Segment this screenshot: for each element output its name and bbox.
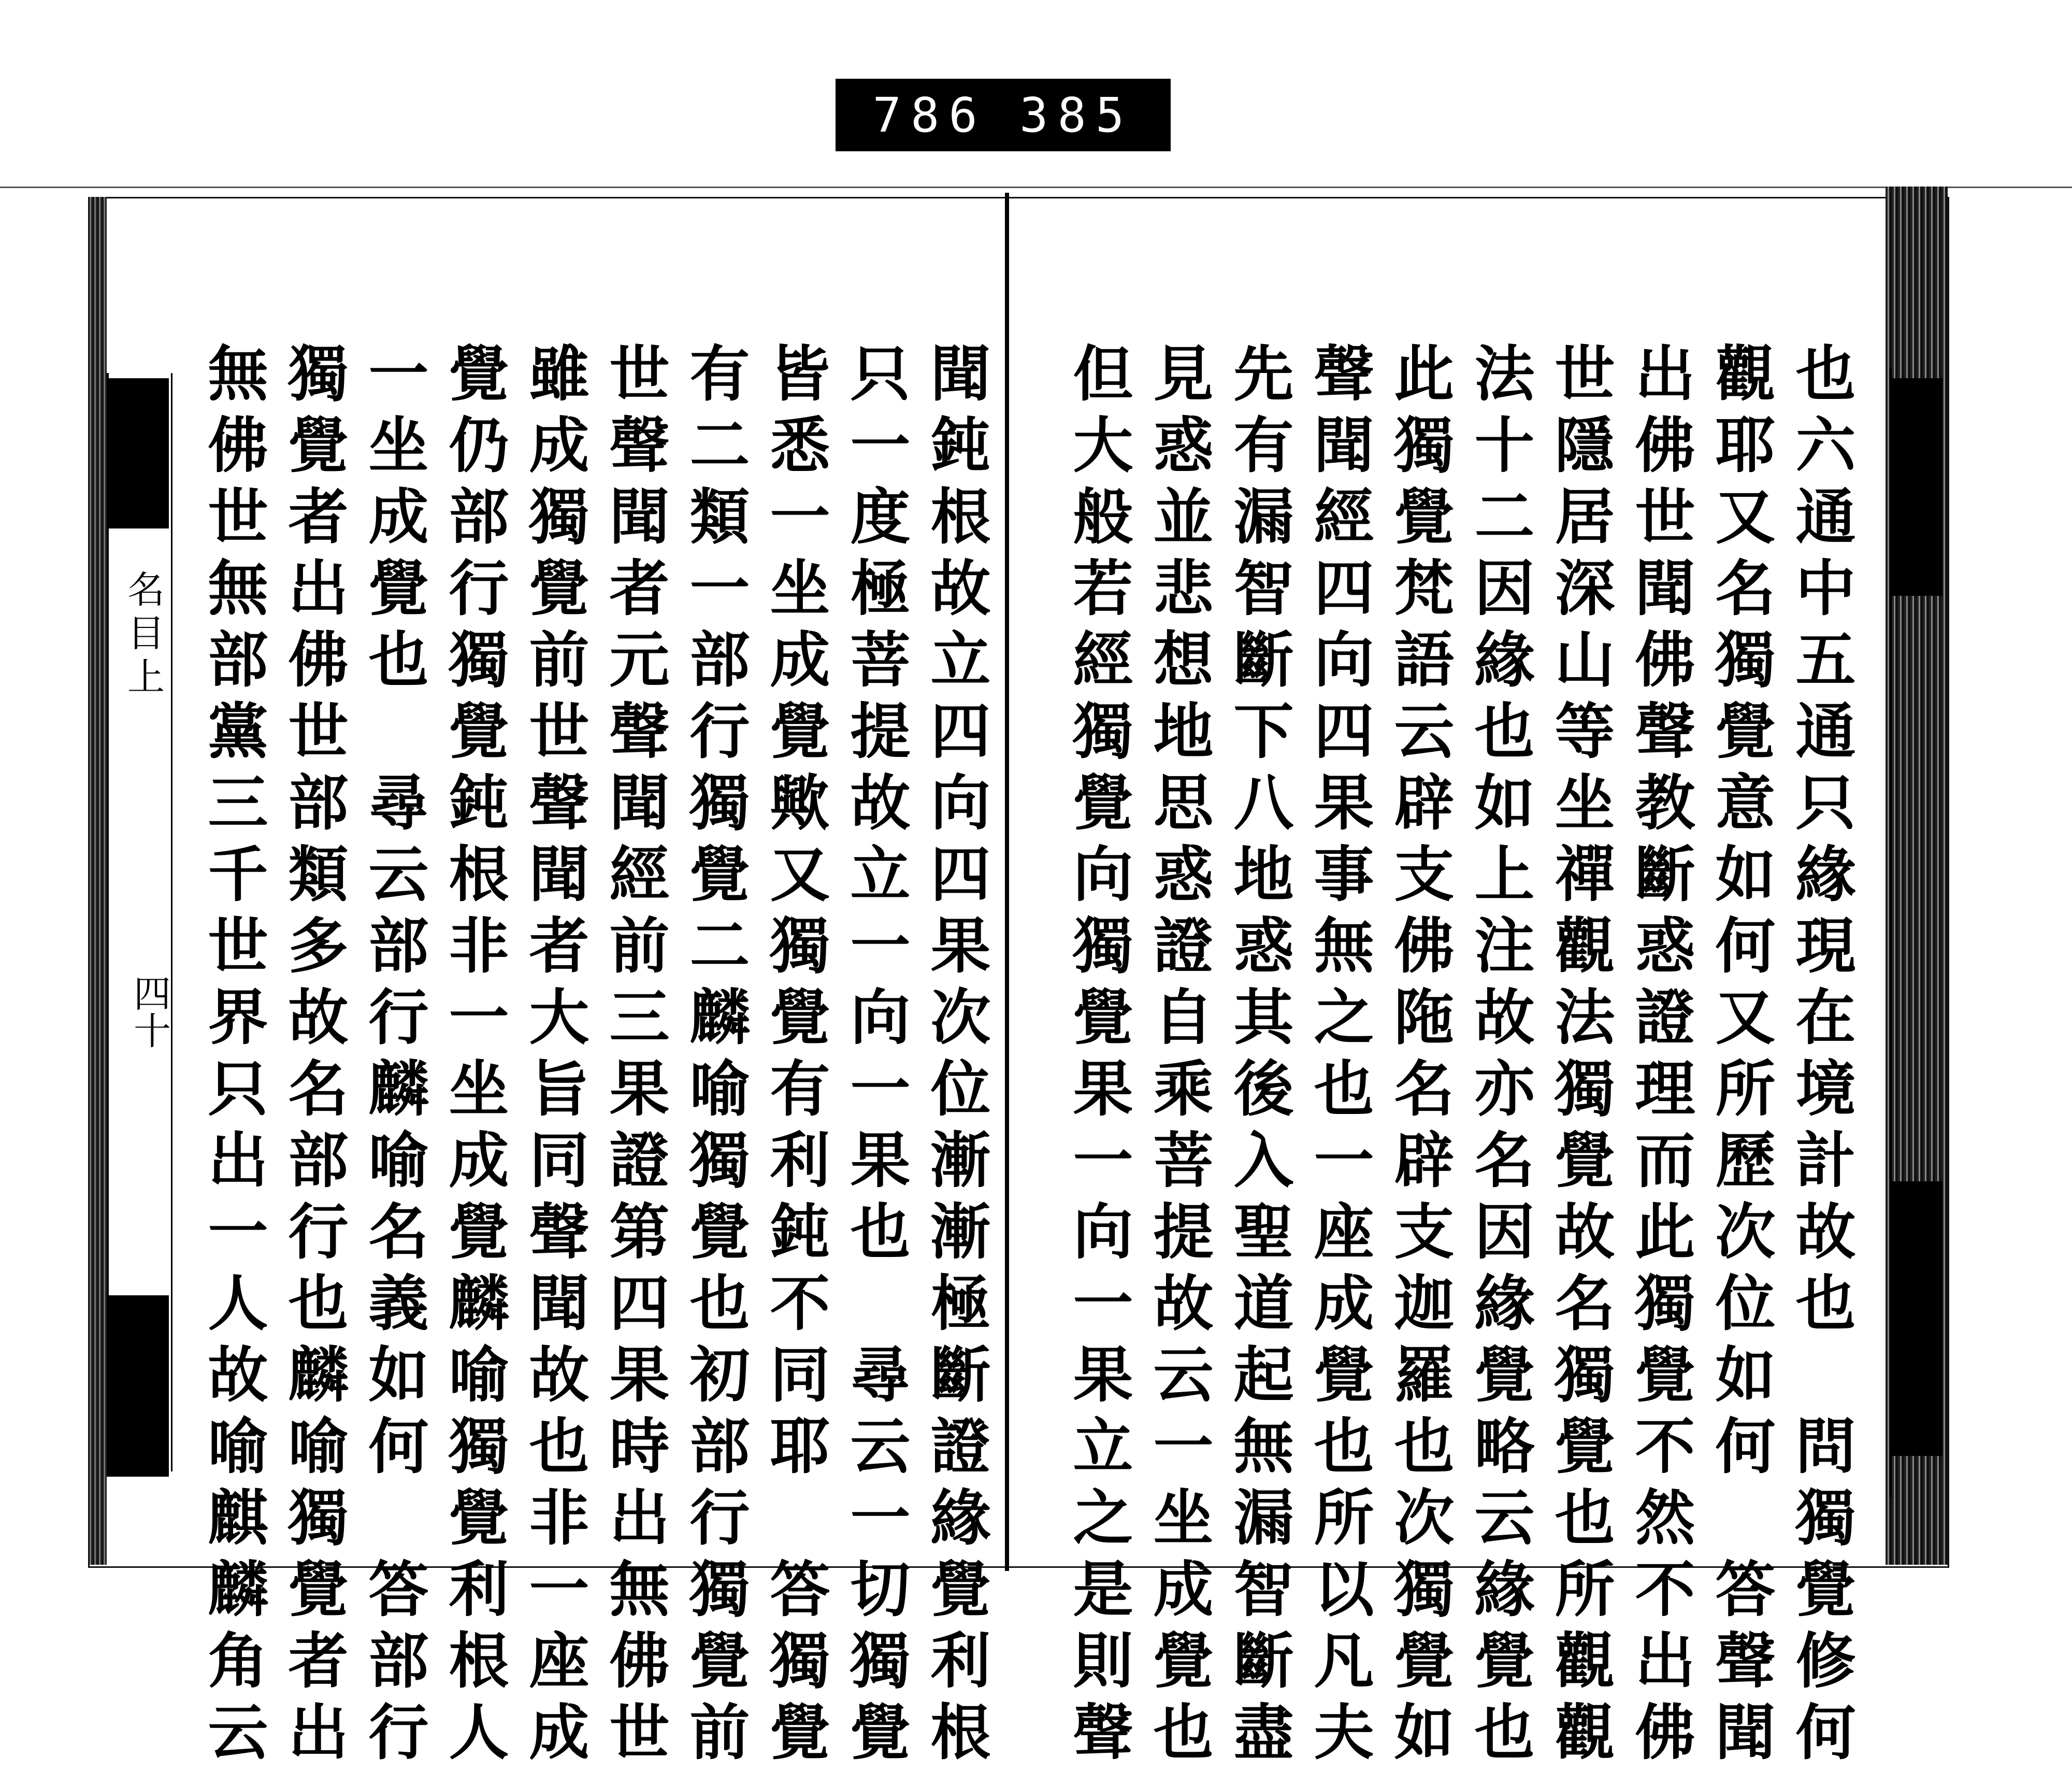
reference-number-left: 786 bbox=[872, 87, 987, 143]
scan-top-line bbox=[0, 187, 2072, 188]
right-page-column-8: 先有漏智斷下八地惑其後入聖道起無漏智斷盡 bbox=[1224, 342, 1294, 1772]
right-page-column-10: 但大般若經獨覺向獨覺果一向一果立之是則聲 bbox=[1063, 342, 1133, 1772]
left-page-column-8: 一坐成覺也 尋云部行麟喻名義如何 答部行 bbox=[358, 342, 429, 1772]
right-page-column-5: 法十二因緣也如上注故亦名因緣覺略云緣覺也 bbox=[1464, 342, 1535, 1772]
right-page-column-4: 世隱居深山等坐禪觀法獨覺故名獨覺也所觀觀 bbox=[1545, 342, 1615, 1772]
left-page-edge bbox=[88, 197, 107, 1565]
left-page-column-5: 世聲聞者元聲聞經前三果證第四果時出無佛世 bbox=[599, 342, 670, 1772]
left-page-column-10: 無佛世無部黨三千世界只出一人故喻麒麟角云 bbox=[198, 342, 268, 1772]
book-spine bbox=[1005, 193, 1009, 1571]
left-page-column-1: 聞鈍根故立四向四果次位漸漸極斷證緣覺利根 bbox=[920, 342, 991, 1772]
left-page-column-3: 皆悉一坐成覺歟又獨覺有利鈍不同耶 答獨覺 bbox=[760, 342, 830, 1772]
margin-page-number: 四十 bbox=[127, 974, 171, 1049]
margin-book-title: 名目上 bbox=[121, 570, 165, 701]
right-page-column-6: 此獨覺梵語云辟支佛陁名辟支迦羅也次獨覺如 bbox=[1384, 342, 1455, 1772]
right-margin-fishtail-top bbox=[1891, 378, 1942, 596]
left-page-column-9: 獨覺者出佛世部類多故名部行也麟喻獨覺者出 bbox=[278, 342, 349, 1772]
right-page-column-9: 見惑並悲想地思惑證自乘菩提故云一坐成覺也 bbox=[1143, 342, 1214, 1772]
right-page-column-3: 出佛世聞佛聲教斷惑證理而此獨覺不然不出佛 bbox=[1625, 342, 1695, 1772]
left-page-column-4: 有二類一部行獨覺二麟喻獨覺也初部行獨覺前 bbox=[680, 342, 750, 1772]
left-margin-fishtail-top bbox=[107, 378, 169, 528]
right-margin-strip bbox=[1859, 368, 1892, 1497]
left-page-column-6: 雖成獨覺前世聲聞者大旨同聲聞故也非一座成 bbox=[519, 342, 589, 1772]
left-page-column-7: 覺仍部行獨覺鈍根非一坐成覺麟喻獨覺利根人 bbox=[439, 342, 509, 1772]
right-page-column-2: 觀耶又名獨覺意如何又所歷次位如何 答聲聞 bbox=[1705, 342, 1776, 1772]
right-margin-fishtail-bottom bbox=[1891, 1181, 1942, 1456]
reference-number-right: 385 bbox=[1019, 87, 1134, 143]
right-page-column-7: 聲聞經四向四果事無之也一座成覺也所以凡夫 bbox=[1304, 342, 1374, 1772]
left-margin-fishtail-bottom bbox=[107, 1295, 169, 1477]
left-page-column-2: 只一度極菩提故立一向一果也 尋云一切獨覺 bbox=[840, 342, 911, 1772]
reference-number-label bbox=[836, 79, 1171, 151]
right-page-column-1: 也六通中五通只緣現在境計故也 問獨覺修何 bbox=[1786, 342, 1856, 1772]
